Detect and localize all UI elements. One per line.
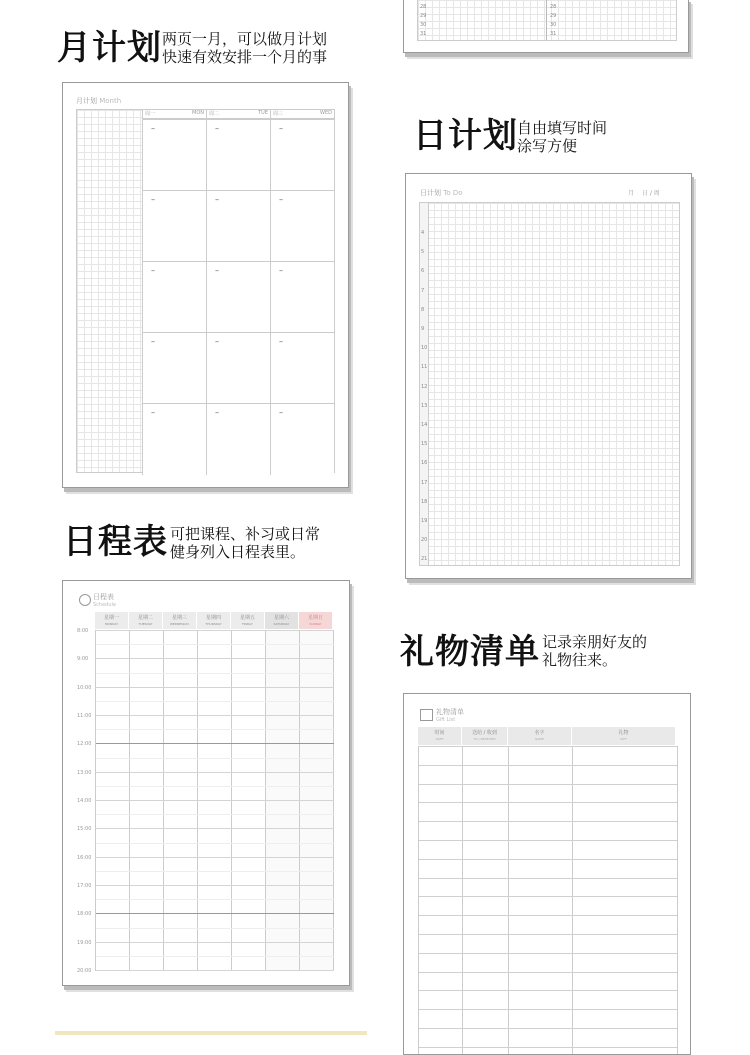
schedule-day-cn: 星期四 bbox=[205, 615, 221, 621]
top-partial-sheet bbox=[403, 0, 689, 53]
schedule-hour-line bbox=[96, 630, 334, 631]
schedule-hour-line bbox=[96, 715, 334, 716]
monthly-cell-dash: – bbox=[151, 408, 155, 417]
daily-hour-label: 6 bbox=[421, 268, 425, 275]
daily-grid bbox=[419, 202, 680, 566]
schedule-hour-line bbox=[96, 885, 334, 886]
monthly-day-header bbox=[206, 110, 270, 119]
daily-hour-label: 12 bbox=[421, 383, 428, 390]
schedule-half-line bbox=[96, 928, 334, 929]
monthly-desc-line1: 两页一月，可以做月计划 bbox=[162, 30, 328, 48]
gift-row-line bbox=[419, 821, 677, 822]
daily-date-label: 月 日 / 周 bbox=[628, 190, 660, 197]
daily-hour-label: 21 bbox=[421, 556, 428, 563]
gift-row-line bbox=[419, 1009, 677, 1010]
top-row-label-left: 28 bbox=[420, 4, 427, 10]
schedule-time-label: 20:00 bbox=[77, 968, 92, 974]
daily-desc-line2: 涂写方便 bbox=[517, 137, 578, 155]
schedule-time-label: 10:00 bbox=[77, 684, 92, 691]
schedule-desc-line2: 健身列入日程表里。 bbox=[170, 543, 306, 561]
gift-row-line bbox=[419, 1028, 677, 1029]
monthly-day-cell bbox=[142, 119, 206, 191]
monthly-day-cell bbox=[270, 119, 334, 191]
monthly-cell-dash: – bbox=[215, 266, 219, 275]
schedule-half-line bbox=[96, 758, 334, 759]
monthly-sheet-title: 月计划 Month bbox=[76, 97, 122, 105]
schedule-half-line bbox=[96, 871, 334, 872]
monthly-day-en: WED bbox=[320, 110, 332, 116]
monthly-day-cn: 周一 bbox=[145, 111, 156, 117]
schedule-half-line bbox=[96, 644, 334, 645]
gift-column-header bbox=[462, 727, 508, 745]
schedule-hour-line bbox=[96, 828, 334, 829]
gift-column-en: TO / RECEIVED bbox=[473, 737, 496, 741]
monthly-day-cell bbox=[270, 190, 334, 262]
schedule-hour-line bbox=[96, 913, 334, 914]
top-row-label-right: 30 bbox=[550, 22, 557, 28]
monthly-day-cell bbox=[206, 261, 270, 333]
schedule-day-header bbox=[231, 612, 265, 629]
schedule-half-line bbox=[96, 843, 334, 844]
gift-column-cn: 名字 bbox=[534, 730, 545, 736]
monthly-cell-dash: – bbox=[151, 195, 155, 204]
monthly-day-cell bbox=[270, 332, 334, 404]
gift-row-line bbox=[419, 915, 677, 916]
gift-row-line bbox=[419, 784, 677, 785]
daily-hour-label: 4 bbox=[421, 230, 425, 236]
gift-row-line bbox=[419, 840, 677, 841]
daily-hour-label: 8 bbox=[421, 306, 425, 313]
top-row-label-right: 28 bbox=[550, 4, 557, 10]
monthly-day-cell bbox=[142, 190, 206, 262]
gift-row-line bbox=[419, 934, 677, 935]
schedule-table bbox=[95, 612, 333, 970]
monthly-heading: 月计划 bbox=[57, 28, 162, 68]
schedule-day-en: WEDNESDAY bbox=[169, 622, 190, 626]
daily-hour-label: 10 bbox=[421, 345, 428, 352]
gift-column-header bbox=[572, 727, 676, 745]
daily-hour-label: 16 bbox=[421, 460, 428, 467]
gift-sheet bbox=[403, 693, 691, 1055]
monthly-day-cell bbox=[270, 403, 334, 475]
schedule-time-label: 9:00 bbox=[77, 656, 89, 663]
schedule-hour-line bbox=[96, 857, 334, 858]
gift-row-line bbox=[419, 765, 677, 766]
daily-hour-label: 7 bbox=[421, 287, 425, 294]
gift-column-header bbox=[508, 727, 572, 745]
gift-desc-line2: 礼物往来。 bbox=[542, 651, 618, 669]
top-sheet-grid bbox=[417, 0, 677, 41]
gift-column-en: GIFT bbox=[620, 737, 627, 741]
schedule-day-en: FRIDAY bbox=[242, 622, 253, 626]
schedule-day-en: MONDAY bbox=[104, 622, 119, 626]
schedule-day-cn: 星期二 bbox=[137, 615, 153, 621]
monthly-cell-dash: – bbox=[279, 408, 283, 417]
schedule-day-cn: 星期日 bbox=[307, 615, 323, 621]
gift-column-en: NAME bbox=[535, 737, 544, 741]
daily-hour-label: 20 bbox=[421, 537, 428, 544]
monthly-day-cell bbox=[142, 261, 206, 333]
gift-desc-line1: 记录亲朋好友的 bbox=[542, 633, 648, 651]
schedule-time-label: 18:00 bbox=[77, 911, 92, 918]
schedule-hour-line bbox=[96, 942, 334, 943]
monthly-day-cn: 周二 bbox=[209, 111, 220, 117]
schedule-time-label: 15:00 bbox=[77, 826, 92, 833]
gift-row-line bbox=[419, 878, 677, 879]
top-row-label-left: 30 bbox=[420, 22, 427, 28]
monthly-grid bbox=[76, 109, 335, 473]
schedule-time-label: 17:00 bbox=[77, 883, 92, 889]
gift-sheet-title: 礼物清单 Gift List bbox=[436, 708, 464, 723]
monthly-cell-dash: – bbox=[279, 195, 283, 204]
schedule-day-header bbox=[197, 612, 231, 629]
daily-sheet bbox=[405, 173, 692, 579]
schedule-sheet bbox=[62, 580, 350, 986]
daily-heading: 日计划 bbox=[413, 116, 518, 156]
schedule-time-label: 12:00 bbox=[77, 741, 92, 748]
daily-hour-label: 13 bbox=[421, 402, 428, 409]
schedule-day-en: SUNDAY bbox=[309, 622, 322, 626]
schedule-hour-line bbox=[96, 772, 334, 773]
schedule-day-header bbox=[265, 612, 299, 629]
schedule-sheet-title: 日程表 Schedule bbox=[93, 593, 116, 608]
schedule-time-label: 14:00 bbox=[77, 798, 92, 804]
monthly-cell-dash: – bbox=[279, 266, 283, 275]
daily-hour-label: 15 bbox=[421, 441, 428, 448]
schedule-hour-line bbox=[96, 658, 334, 659]
schedule-time-label: 16:00 bbox=[77, 854, 92, 861]
schedule-heading: 日程表 bbox=[63, 522, 168, 562]
top-row-label-right: 31 bbox=[550, 31, 557, 37]
gift-table bbox=[418, 727, 676, 1055]
monthly-desc-line2: 快速有效安排一个月的事 bbox=[162, 48, 328, 66]
gift-row-line bbox=[419, 953, 677, 954]
gift-row-line bbox=[419, 802, 677, 803]
schedule-day-cn: 星期一 bbox=[103, 615, 119, 621]
schedule-half-line bbox=[96, 673, 334, 674]
monthly-cell-dash: – bbox=[215, 408, 219, 417]
gift-row-line bbox=[419, 990, 677, 991]
gift-row-line bbox=[419, 746, 677, 747]
monthly-day-header bbox=[142, 110, 206, 119]
schedule-day-cn: 星期三 bbox=[171, 615, 187, 621]
daily-hour-label: 18 bbox=[421, 498, 428, 505]
schedule-day-header bbox=[299, 612, 333, 629]
schedule-day-cn: 星期六 bbox=[273, 615, 289, 621]
monthly-day-cell bbox=[270, 261, 334, 333]
monthly-day-en: MON bbox=[192, 110, 204, 116]
schedule-hour-line bbox=[96, 970, 334, 971]
schedule-day-header bbox=[95, 612, 129, 629]
monthly-day-header bbox=[270, 110, 334, 119]
top-row-label-left: 31 bbox=[420, 31, 427, 37]
gift-row-line bbox=[419, 972, 677, 973]
daily-hour-label: 11 bbox=[421, 364, 428, 371]
bottom-strip bbox=[55, 1031, 367, 1035]
gift-column-en: DATE bbox=[435, 737, 444, 741]
daily-desc-line1: 自由填写时间 bbox=[517, 119, 608, 137]
monthly-cell-dash: – bbox=[151, 266, 155, 275]
schedule-day-en: SATURDAY bbox=[273, 622, 290, 626]
monthly-day-cell bbox=[206, 403, 270, 475]
gift-heading: 礼物清单 bbox=[400, 632, 540, 672]
daily-hour-label: 19 bbox=[421, 518, 428, 524]
schedule-hour-line bbox=[96, 687, 334, 688]
daily-sheet-title: 日计划 To Do bbox=[420, 189, 463, 197]
schedule-half-line bbox=[96, 899, 334, 900]
monthly-cell-dash: – bbox=[151, 124, 155, 133]
schedule-hour-line bbox=[96, 800, 334, 801]
monthly-day-cell bbox=[206, 119, 270, 191]
schedule-day-cn: 星期五 bbox=[239, 615, 255, 621]
schedule-time-label: 8:00 bbox=[77, 628, 89, 634]
monthly-cell-dash: – bbox=[151, 337, 155, 346]
schedule-half-line bbox=[96, 814, 334, 815]
monthly-cell-dash: – bbox=[215, 337, 219, 346]
schedule-day-header bbox=[163, 612, 197, 629]
gift-column-cn: 礼物 bbox=[618, 730, 629, 736]
gift-column-header bbox=[418, 727, 462, 745]
gift-row-line bbox=[419, 896, 677, 897]
monthly-cell-dash: – bbox=[215, 124, 219, 133]
monthly-day-cell bbox=[206, 190, 270, 262]
schedule-day-en: THURSDAY bbox=[205, 622, 222, 626]
schedule-half-line bbox=[96, 729, 334, 730]
monthly-day-cn: 周三 bbox=[273, 111, 284, 117]
top-row-label-right: 29 bbox=[550, 13, 557, 19]
top-row-label-left: 29 bbox=[420, 13, 427, 19]
monthly-day-cell bbox=[206, 332, 270, 404]
schedule-time-label: 19:00 bbox=[77, 939, 92, 946]
schedule-half-line bbox=[96, 956, 334, 957]
monthly-sheet bbox=[62, 82, 349, 488]
monthly-day-en: TUE bbox=[258, 110, 268, 116]
schedule-time-label: 13:00 bbox=[77, 769, 92, 776]
gift-box-icon bbox=[420, 709, 433, 721]
schedule-day-en: TUESDAY bbox=[138, 622, 153, 626]
schedule-clock-icon bbox=[79, 594, 91, 606]
daily-hour-label: 17 bbox=[421, 479, 428, 486]
schedule-half-line bbox=[96, 786, 334, 787]
schedule-half-line bbox=[96, 701, 334, 702]
daily-hour-label: 9 bbox=[421, 326, 425, 332]
monthly-cell-dash: – bbox=[279, 124, 283, 133]
gift-row-line bbox=[419, 859, 677, 860]
gift-row-line bbox=[419, 1047, 677, 1048]
gift-column-cn: 时间 bbox=[434, 730, 445, 736]
gift-column-cn: 送给 / 收到 bbox=[472, 730, 497, 736]
monthly-day-cell bbox=[142, 332, 206, 404]
monthly-day-cell bbox=[142, 403, 206, 475]
schedule-hour-line bbox=[96, 743, 334, 744]
daily-hour-label: 5 bbox=[421, 249, 425, 256]
schedule-time-label: 11:00 bbox=[77, 713, 92, 719]
schedule-day-header bbox=[129, 612, 163, 629]
daily-hour-label: 14 bbox=[421, 422, 428, 428]
monthly-cell-dash: – bbox=[279, 337, 283, 346]
schedule-desc-line1: 可把课程、补习或日常 bbox=[170, 525, 321, 543]
monthly-cell-dash: – bbox=[215, 195, 219, 204]
